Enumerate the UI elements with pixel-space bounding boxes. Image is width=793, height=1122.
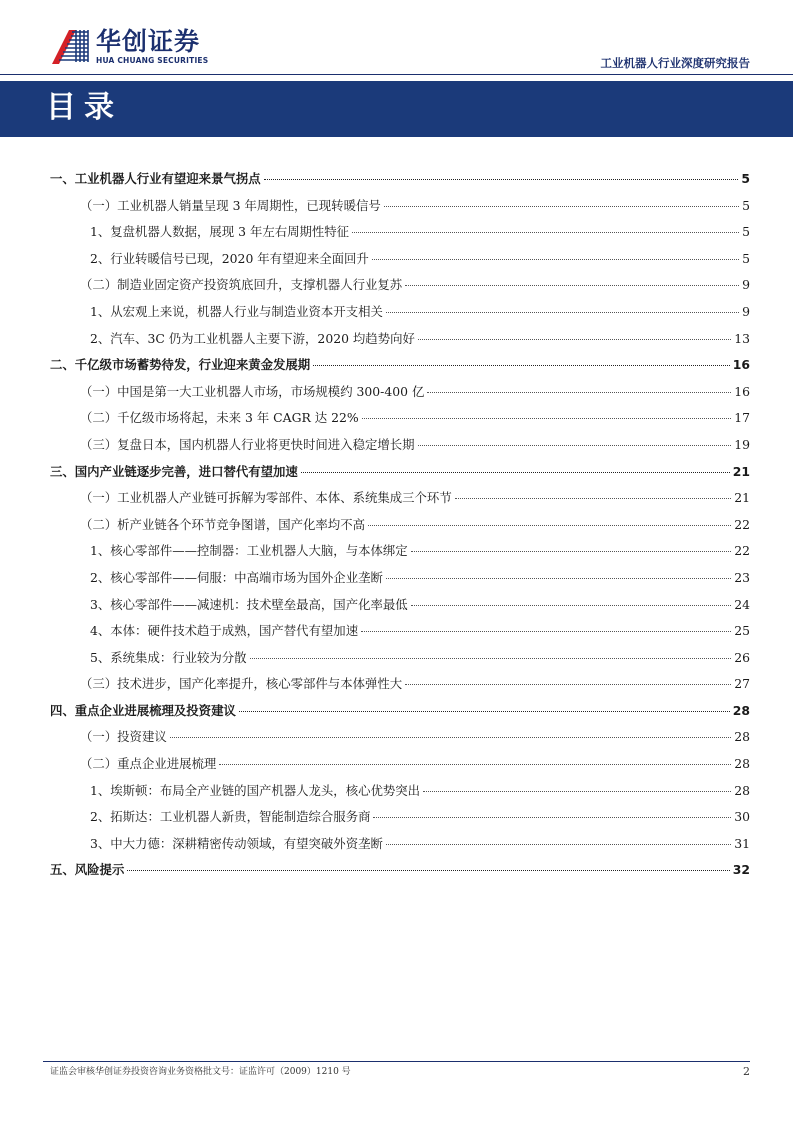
toc-entry[interactable]	[50, 489, 750, 516]
toc-dot-leader	[455, 498, 732, 499]
brand-name-english: HUA CHUANG SECURITIES	[96, 56, 209, 65]
table-of-contents	[50, 170, 750, 888]
toc-entry-page: 25	[734, 623, 750, 639]
toc-entry-page: 31	[734, 835, 750, 851]
toc-entry-label: （一）中国是第一大工业机器人市场，市场规模约 300-400 亿	[80, 383, 425, 399]
toc-dot-leader	[418, 445, 732, 446]
toc-entry-label: （二）制造业固定资产投资筑底回升，支撑机器人行业复苏	[80, 277, 403, 293]
toc-dot-leader	[405, 684, 731, 685]
report-title: 工业机器人行业深度研究报告	[600, 56, 750, 70]
toc-entry-page: 5	[741, 171, 750, 186]
toc-dot-leader	[411, 551, 732, 552]
toc-entry[interactable]	[50, 303, 750, 330]
toc-entry-page: 16	[732, 357, 750, 373]
toc-dot-leader	[423, 791, 731, 792]
toc-dot-leader	[411, 605, 732, 606]
toc-entry-label: （三）复盘日本，国内机器人行业将更快时间进入稳定增长期	[80, 436, 415, 452]
toc-entry-label: （三）技术进步，国产化率提升，核心零部件与本体弹性大	[80, 676, 403, 692]
toc-entry-label: 2、行业转暖信号已现，2020 年有望迎来全面回升	[90, 250, 369, 266]
toc-entry-page: 5	[742, 224, 750, 240]
toc-entry-page: 16	[734, 383, 750, 399]
toc-entry[interactable]	[50, 383, 750, 410]
header-divider	[0, 74, 793, 75]
toc-entry-label: 5、系统集成：行业较为分散	[90, 649, 247, 665]
toc-entry-label: （二）重点企业进展梳理	[80, 756, 217, 772]
toc-entry-label: 五、风险提示	[50, 862, 125, 878]
toc-entry[interactable]	[50, 702, 750, 729]
toc-entry-page: 24	[734, 596, 750, 612]
toc-entry[interactable]	[50, 755, 750, 782]
toc-entry-page: 5	[742, 197, 750, 213]
toc-entry[interactable]	[50, 276, 750, 303]
toc-entry-page: 9	[742, 303, 750, 319]
toc-dot-leader	[313, 365, 730, 366]
toc-entry-label: 二、千亿级市场蓄势待发，行业迎来黄金发展期	[50, 357, 311, 373]
toc-entry-label: 3、核心零部件——减速机：技术壁垒最高，国产化率最低	[90, 596, 408, 612]
toc-entry-label: 四、重点企业进展梳理及投资建议	[50, 702, 236, 718]
toc-dot-leader	[362, 418, 732, 419]
toc-entry[interactable]	[50, 808, 750, 835]
toc-entry-page: 17	[734, 410, 750, 426]
footer-divider	[43, 1061, 750, 1062]
toc-entry[interactable]	[50, 675, 750, 702]
license-statement: 证监会审核华创证券投资咨询业务资格批文号：证监许可（2009）1210 号	[50, 1067, 351, 1077]
toc-entry[interactable]	[50, 250, 750, 277]
toc-dot-leader	[301, 472, 730, 473]
toc-entry[interactable]	[50, 463, 750, 490]
toc-dot-leader	[368, 525, 731, 526]
toc-entry[interactable]	[50, 569, 750, 596]
toc-entry-page: 21	[734, 490, 750, 506]
toc-entry-label: （一）投资建议	[80, 729, 167, 745]
toc-dot-leader	[386, 578, 731, 579]
brand-name: 华创证券	[96, 27, 201, 56]
toc-entry[interactable]	[50, 223, 750, 250]
toc-entry[interactable]	[50, 436, 750, 463]
toc-dot-leader	[127, 870, 729, 871]
toc-entry-label: 1、埃斯顿：布局全产业链的国产机器人龙头，核心优势突出	[90, 782, 421, 798]
toc-entry-page: 22	[734, 543, 750, 559]
toc-entry-page: 32	[732, 862, 750, 878]
toc-entry-label: （二）析产业链各个环节竞争图谱，国产化率均不高	[80, 516, 365, 532]
toc-dot-leader	[386, 312, 739, 313]
toc-entry-page: 9	[742, 277, 750, 293]
toc-entry-page: 28	[732, 702, 750, 718]
toc-entry[interactable]	[50, 622, 750, 649]
toc-entry-label: 4、本体：硬件技术趋于成熟，国产替代有望加速	[90, 623, 359, 639]
toc-entry-label: （一）工业机器人销量呈现 3 年周期性，已现转暖信号	[80, 197, 381, 213]
toc-entry-page: 23	[734, 569, 750, 585]
toc-entry-page: 27	[734, 676, 750, 692]
toc-dot-leader	[405, 285, 739, 286]
toc-entry-page: 28	[734, 729, 750, 745]
toc-entry-page: 30	[734, 809, 750, 825]
toc-entry-page: 13	[734, 330, 750, 346]
toc-entry-label: 2、核心零部件——伺服：中高端市场为国外企业垄断	[90, 569, 383, 585]
toc-entry-label: 1、从宏观上来说，机器人行业与制造业资本开支相关	[90, 303, 383, 319]
toc-entry-label: 2、汽车、3C 仍为工业机器人主要下游，2020 均趋势向好	[90, 330, 415, 346]
huachuang-logo-icon	[50, 28, 90, 64]
toc-entry-label: （一）工业机器人产业链可拆解为零部件、本体、系统集成三个环节	[80, 490, 452, 506]
toc-entry-page: 21	[732, 463, 750, 479]
toc-entry[interactable]	[50, 197, 750, 224]
toc-entry-page: 26	[734, 649, 750, 665]
toc-entry[interactable]	[50, 516, 750, 543]
toc-dot-leader	[427, 392, 731, 393]
toc-dot-leader	[372, 259, 739, 260]
toc-entry[interactable]	[50, 596, 750, 623]
toc-entry[interactable]	[50, 409, 750, 436]
toc-entry[interactable]	[50, 356, 750, 383]
toc-dot-leader	[361, 631, 731, 632]
toc-dot-leader	[384, 206, 739, 207]
toc-dot-leader	[264, 179, 739, 180]
page-number: 2	[743, 1065, 750, 1078]
toc-entry-label: 一、工业机器人行业有望迎来景气拐点	[50, 171, 261, 186]
toc-dot-leader	[386, 844, 731, 845]
toc-heading: 目录	[46, 90, 122, 125]
toc-entry[interactable]	[50, 835, 750, 862]
toc-entry-label: 1、核心零部件——控制器：工业机器人大脑，与本体绑定	[90, 543, 408, 559]
toc-entry[interactable]	[50, 170, 750, 197]
toc-entry-page: 28	[734, 756, 750, 772]
page-header	[0, 0, 793, 80]
toc-dot-leader	[219, 764, 731, 765]
toc-entry-page: 19	[734, 436, 750, 452]
toc-entry-page: 22	[734, 516, 750, 532]
toc-dot-leader	[373, 817, 731, 818]
toc-dot-leader	[239, 711, 730, 712]
toc-entry-label: 3、中大力德：深耕精密传动领域，有望突破外资垄断	[90, 835, 383, 851]
toc-dot-leader	[418, 339, 731, 340]
toc-entry-label: 三、国内产业链逐步完善，进口替代有望加速	[50, 463, 298, 479]
toc-dot-leader	[352, 232, 739, 233]
toc-entry-page: 28	[734, 782, 750, 798]
toc-entry-label: 2、拓斯达：工业机器人新贵，智能制造综合服务商	[90, 809, 371, 825]
toc-entry[interactable]	[50, 782, 750, 809]
toc-dot-leader	[170, 737, 731, 738]
toc-entry[interactable]	[50, 861, 750, 888]
toc-entry[interactable]	[50, 649, 750, 676]
toc-dot-leader	[250, 658, 732, 659]
toc-entry[interactable]	[50, 542, 750, 569]
toc-entry[interactable]	[50, 728, 750, 755]
toc-entry-page: 5	[742, 250, 750, 266]
toc-entry[interactable]	[50, 330, 750, 357]
toc-entry-label: 1、复盘机器人数据，展现 3 年左右周期性特征	[90, 224, 350, 240]
toc-entry-label: （二）千亿级市场将起，未来 3 年 CAGR 达 22%	[80, 410, 359, 426]
